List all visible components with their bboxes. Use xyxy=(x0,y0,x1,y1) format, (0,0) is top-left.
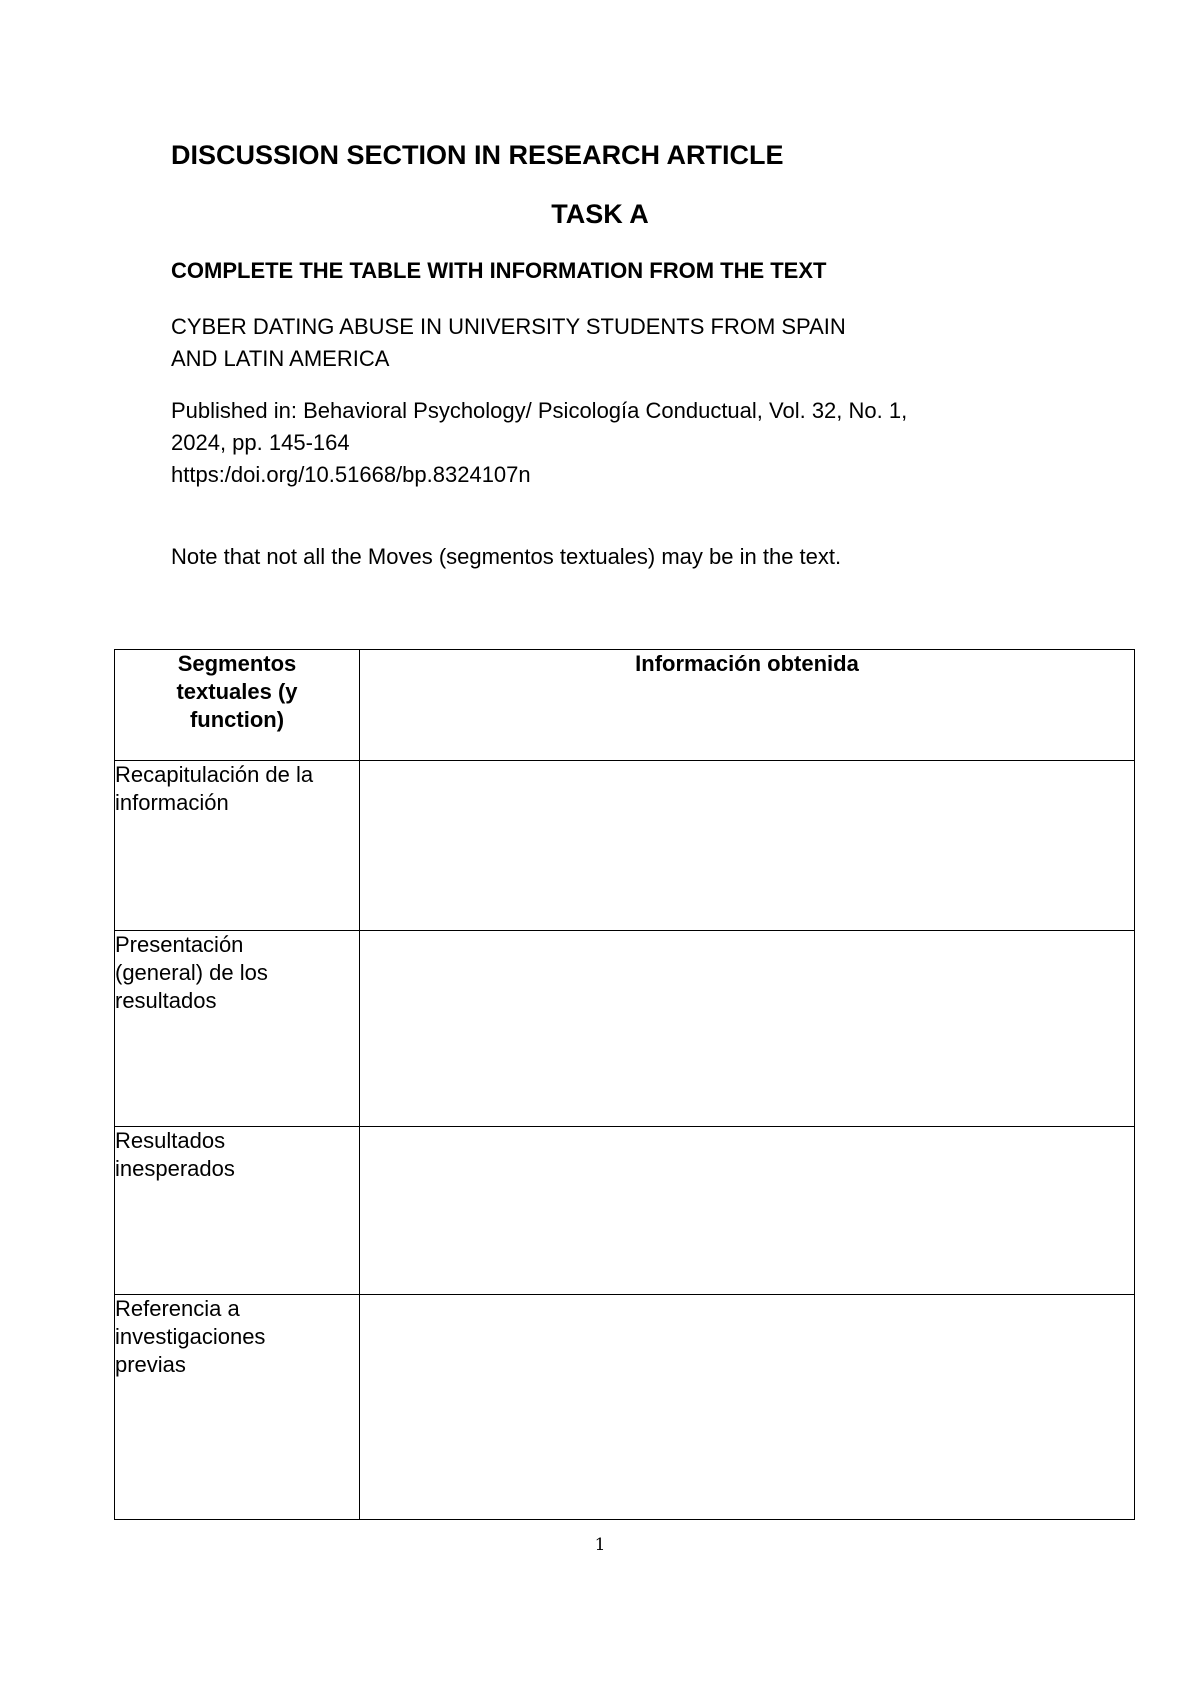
answer-cell-referencia[interactable] xyxy=(360,1295,1135,1520)
row-label-line: resultados xyxy=(115,988,217,1013)
publication-line: Published in: Behavioral Psychology/ Psicología Conductual, Vol. 32, No. 1, xyxy=(171,398,908,423)
note-text: Note that not all the Moves (segmentos textuales) may be in the text. xyxy=(171,544,842,569)
row-label-line: previas xyxy=(115,1352,186,1377)
table-row xyxy=(115,931,1135,1127)
row-label-presentacion xyxy=(115,931,360,1127)
task-heading: TASK A xyxy=(551,199,649,229)
moves-table xyxy=(114,649,1135,1520)
article-title xyxy=(171,311,971,375)
row-label-line: investigaciones xyxy=(115,1324,266,1349)
header-line: textuales (y xyxy=(176,679,298,704)
article-title-line: AND LATIN AMERICA xyxy=(171,346,390,371)
page-number: 1 xyxy=(594,1535,606,1555)
row-label-line: Presentación xyxy=(115,932,244,957)
header-segmentos xyxy=(115,650,360,761)
article-title-line: CYBER DATING ABUSE IN UNIVERSITY STUDENTS FROM SPAIN xyxy=(171,314,846,339)
answer-cell-recapitulacion[interactable] xyxy=(360,761,1135,931)
answer-cell-presentacion[interactable] xyxy=(360,931,1135,1127)
row-label-line: Resultados xyxy=(115,1128,226,1153)
publication-line: 2024, pp. 145-164 xyxy=(171,430,350,455)
table-row xyxy=(115,1295,1135,1520)
table-header-row xyxy=(115,650,1135,761)
row-label-referencia xyxy=(115,1295,360,1520)
row-label-line: (general) de los xyxy=(115,960,268,985)
answer-cell-resultados-inesperados[interactable] xyxy=(360,1127,1135,1295)
instruction-text: COMPLETE THE TABLE WITH INFORMATION FROM THE TEXT xyxy=(171,258,827,283)
document-title: DISCUSSION SECTION IN RESEARCH ARTICLE xyxy=(171,140,784,170)
row-label-line: Referencia a xyxy=(115,1296,240,1321)
header-line: Segmentos xyxy=(177,651,297,676)
doi-link[interactable]: https:/doi.org/10.51668/bp.8324107n xyxy=(171,462,531,487)
publication-info xyxy=(171,395,1071,491)
header-line: function) xyxy=(189,707,285,732)
row-label-recapitulacion xyxy=(115,761,360,931)
row-label-resultados-inesperados xyxy=(115,1127,360,1295)
header-informacion: Información obtenida xyxy=(360,650,1135,761)
row-label-line: Recapitulación de la xyxy=(115,762,314,787)
table-row xyxy=(115,1127,1135,1295)
row-label-line: inesperados xyxy=(115,1156,235,1181)
row-label-line: información xyxy=(115,790,229,815)
table-row xyxy=(115,761,1135,931)
